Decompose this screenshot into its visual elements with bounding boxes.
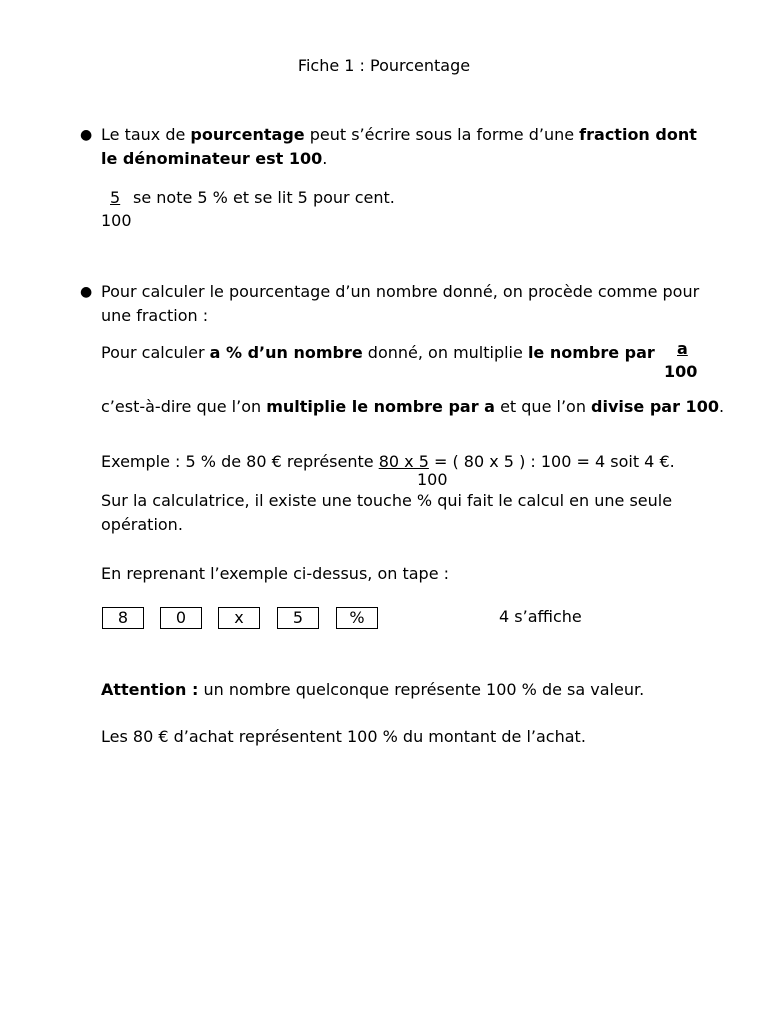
section2-intro-line2: une fraction : [101, 306, 209, 325]
calculator-key: 8 [102, 607, 144, 629]
rule-explanation: c’est-à-dire que l’on multiplie le nombre par a et que l’on divise par 100. [101, 397, 725, 416]
fraction-numerator: 5 [110, 188, 121, 207]
reprenant-line: En reprenant l’exemple ci-dessus, on tape : [101, 564, 450, 583]
bullet-icon: ● [80, 127, 93, 143]
example-fraction-numerator: 80 x 5 [378, 452, 429, 471]
fraction-explanation: se note 5 % et se lit 5 pour cent. [133, 188, 395, 207]
calculator-key: x [218, 607, 260, 629]
section2-intro-line1: Pour calculer le pourcentage d’un nombre donné, on procède comme pour [101, 282, 700, 301]
calculator-line-1: Sur la calculatrice, il existe une touche % qui fait le calcul en une seule [101, 491, 673, 510]
definition-line-1: Le taux de pourcentage peut s’écrire sous la forme d’une fraction dont [101, 125, 697, 144]
calculator-result: 4 s’affiche [499, 607, 582, 626]
calculator-line-2: opération. [101, 515, 183, 534]
calculator-key: 0 [160, 607, 202, 629]
rule-fraction-numerator: a [677, 339, 688, 358]
page-title: Fiche 1 : Pourcentage [297, 56, 471, 75]
final-line: Les 80 € d’achat représentent 100 % du montant de l’achat. [101, 727, 586, 746]
example-line: Exemple : 5 % de 80 € représente 80 x 5 = ( 80 x 5 ) : 100 = 4 soit 4 €. [101, 452, 675, 471]
bullet-icon: ● [80, 284, 93, 300]
calculator-key: 5 [277, 607, 319, 629]
rule-fraction-denominator: 100 [664, 362, 698, 381]
fraction-denominator: 100 [101, 211, 132, 230]
attention-line: Attention : un nombre quelconque représente 100 % de sa valeur. [101, 680, 645, 699]
rule-line: Pour calculer a % d’un nombre donné, on multiplie le nombre par [101, 343, 655, 362]
definition-line-2: le dénominateur est 100. [101, 149, 328, 168]
example-fraction-denominator: 100 [417, 470, 448, 489]
calculator-key: % [336, 607, 378, 629]
